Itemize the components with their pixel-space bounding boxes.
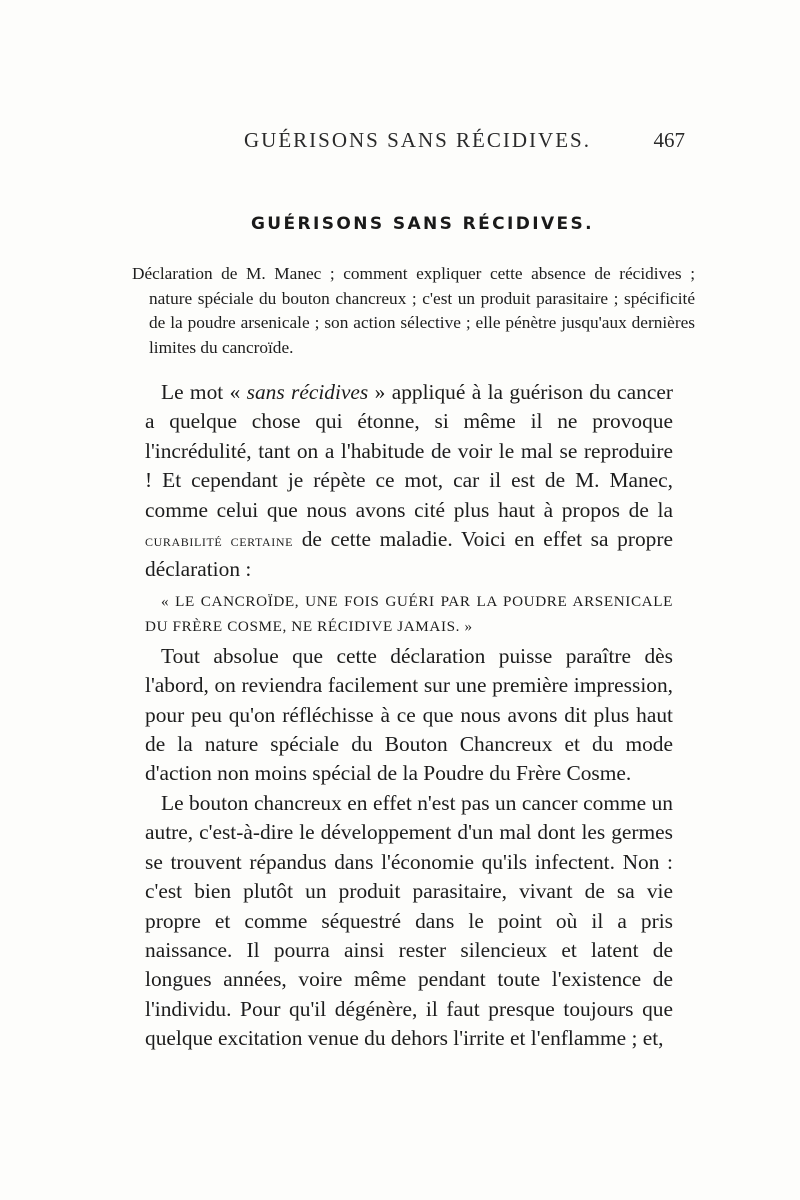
paragraph-1-italic: sans récidives xyxy=(246,380,369,404)
chapter-summary: Déclaration de M. Manec ; comment expliquer cette absence de récidives ; nature spéciale du bouton chancreux ; c'est un produit parasitaire ; spécificité de la poudre arsenicale ; son action sélective ; elle pénètre jusqu'aux dernières limites du cancroïde. xyxy=(132,264,695,357)
paragraph-1-middle: » appliqué à la guérison du cancer a quelque chose qui étonne, si même il ne provoque l'incrédulité, tant on a l'habitude de voir le mal se reproduire ! Et cependant je répète ce mot, car il est de M. Manec, comme celui que nous avons cité plus haut à propos de la xyxy=(145,380,673,522)
section-heading: GUÉRISONS SANS RÉCIDIVES. xyxy=(250,214,595,234)
paragraph-1-small-caps: curabilité certaine xyxy=(145,530,294,551)
quoted-declaration: « LE CANCROÏDE, UNE FOIS GUÉRI PAR LA POUDRE ARSENICALE DU FRÈRE COSME, NE RÉCIDIVE JAMAIS. » xyxy=(145,592,673,635)
page-number: 467 xyxy=(653,128,685,152)
body-text xyxy=(145,378,673,1054)
paragraph-1 xyxy=(145,378,673,585)
paragraph-1-start: Le mot « xyxy=(161,380,247,404)
paragraph-2: Tout absolue que cette déclaration puisse paraître dès l'abord, on reviendra facilement sur une première impression, pour peu qu'on réfléchisse à ce que nous avons dit plus haut de la nature spéciale du Bouton Chancreux et du mode d'action non moins spécial de la Poudre du Frère Cosme. xyxy=(145,643,673,786)
paragraph-3: Le bouton chancreux en effet n'est pas un cancer comme un autre, c'est-à-dire le développement d'un mal dont les germes se trouvent répandus dans l'économie qu'ils infectent. Non : c'est bien plutôt un produit parasitaire, vivant de sa vie propre et comme séquestré dans le point où il a pris naissance. Il pourra ainsi rester silencieux et latent de longues années, voire même pendant toute l'existence de l'individu. Pour qu'il dégénère, il faut presque toujours que quelque excitation venue du dehors l'irrite et l'enflamme ; et, xyxy=(145,790,673,1051)
running-head xyxy=(160,128,685,158)
running-title: GUÉRISONS SANS RÉCIDIVES. xyxy=(244,128,591,152)
paragraph-1-end: de cette maladie. Voici en effet sa propre déclaration : xyxy=(145,527,673,582)
